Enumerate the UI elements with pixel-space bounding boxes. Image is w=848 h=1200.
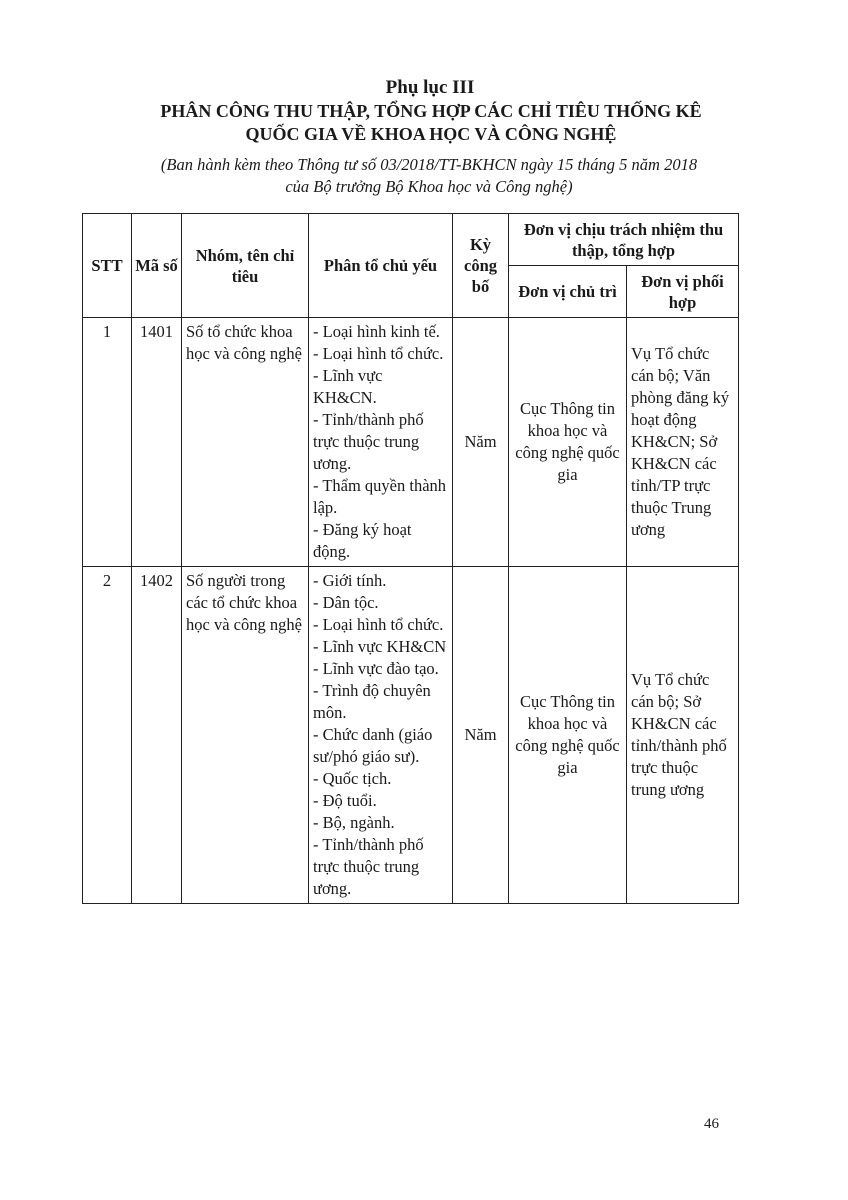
row-period: Năm: [453, 567, 509, 904]
disaggregation-item: - Tỉnh/thành phố trực thuộc trung ương.: [313, 410, 424, 473]
row-indicator-name: Số tổ chức khoa học và công nghệ: [182, 318, 309, 567]
header-period: Kỳ công bố: [453, 214, 509, 318]
document-subtitle-line-1: (Ban hành kèm theo Thông tư số 03/2018/TT-BKHCN ngày 15 tháng 5 năm 2018: [160, 155, 698, 174]
disaggregation-item: - Đăng ký hoạt động.: [313, 520, 412, 561]
disaggregation-item: - Loại hình tổ chức.: [313, 615, 444, 634]
header-disaggregation: Phân tổ chủ yếu: [309, 214, 453, 318]
disaggregation-item: - Lĩnh vực KH&CN.: [313, 366, 383, 407]
disaggregation-item: - Lĩnh vực đào tạo.: [313, 659, 439, 678]
document-title-line-1: PHÂN CÔNG THU THẬP, TỔNG HỢP CÁC CHỈ TIÊU THỐNG KÊ: [160, 101, 702, 121]
row-indicator-name: Số người trong các tổ chức khoa học và công nghệ: [182, 567, 309, 904]
table-row: [83, 567, 739, 904]
disaggregation-item: - Tỉnh/thành phố trực thuộc trung ương.: [313, 835, 424, 898]
disaggregation-item: - Trình độ chuyên môn.: [313, 681, 431, 722]
row-code: 1401: [132, 318, 182, 567]
row-disaggregation-list: [309, 318, 453, 567]
document-title-line-2: QUỐC GIA VỀ KHOA HỌC VÀ CÔNG NGHỆ: [245, 124, 617, 144]
row-disaggregation-list: [309, 567, 453, 904]
disaggregation-item: - Quốc tịch.: [313, 769, 392, 788]
indicator-table: [82, 213, 739, 904]
header-stt: STT: [83, 214, 132, 318]
disaggregation-item: - Lĩnh vực KH&CN: [313, 637, 447, 656]
table-row: [83, 318, 739, 567]
header-code: Mã số: [132, 214, 182, 318]
disaggregation-item: - Dân tộc.: [313, 593, 379, 612]
disaggregation-item: - Chức danh (giáo sư/phó giáo sư).: [313, 725, 433, 766]
disaggregation-item: - Giới tính.: [313, 571, 387, 590]
row-coordinating-unit: Vụ Tổ chức cán bộ; Văn phòng đăng ký hoạt động KH&CN; Sở KH&CN các tỉnh/TP trực thuộc Trung ương: [627, 318, 739, 567]
row-stt: 2: [83, 567, 132, 904]
appendix-title: Phụ lục III: [385, 77, 475, 98]
row-period: Năm: [453, 318, 509, 567]
page-number: 46: [704, 1116, 719, 1132]
document-subtitle-line-2: của Bộ trưởng Bộ Khoa học và Công nghệ): [285, 177, 573, 196]
disaggregation-item: - Độ tuổi.: [313, 791, 377, 810]
disaggregation-item: - Thẩm quyền thành lập.: [313, 476, 447, 517]
row-coordinating-unit: Vụ Tổ chức cán bộ; Sở KH&CN các tỉnh/thành phố trực thuộc trung ương: [627, 567, 739, 904]
row-lead-unit: Cục Thông tin khoa học và công nghệ quốc gia: [509, 318, 627, 567]
row-code: 1402: [132, 567, 182, 904]
disaggregation-item: - Loại hình tổ chức.: [313, 344, 444, 363]
document-header: [0, 76, 848, 198]
header-responsible-units: Đơn vị chịu trách nhiệm thu thập, tổng hợp: [509, 214, 739, 266]
disaggregation-item: - Loại hình kinh tế.: [313, 322, 440, 341]
disaggregation-item: - Bộ, ngành.: [313, 813, 395, 832]
header-indicator-name: Nhóm, tên chỉ tiêu: [182, 214, 309, 318]
header-lead-unit: Đơn vị chủ trì: [509, 266, 627, 318]
row-lead-unit: Cục Thông tin khoa học và công nghệ quốc gia: [509, 567, 627, 904]
header-coordinating-unit: Đơn vị phối hợp: [627, 266, 739, 318]
row-stt: 1: [83, 318, 132, 567]
